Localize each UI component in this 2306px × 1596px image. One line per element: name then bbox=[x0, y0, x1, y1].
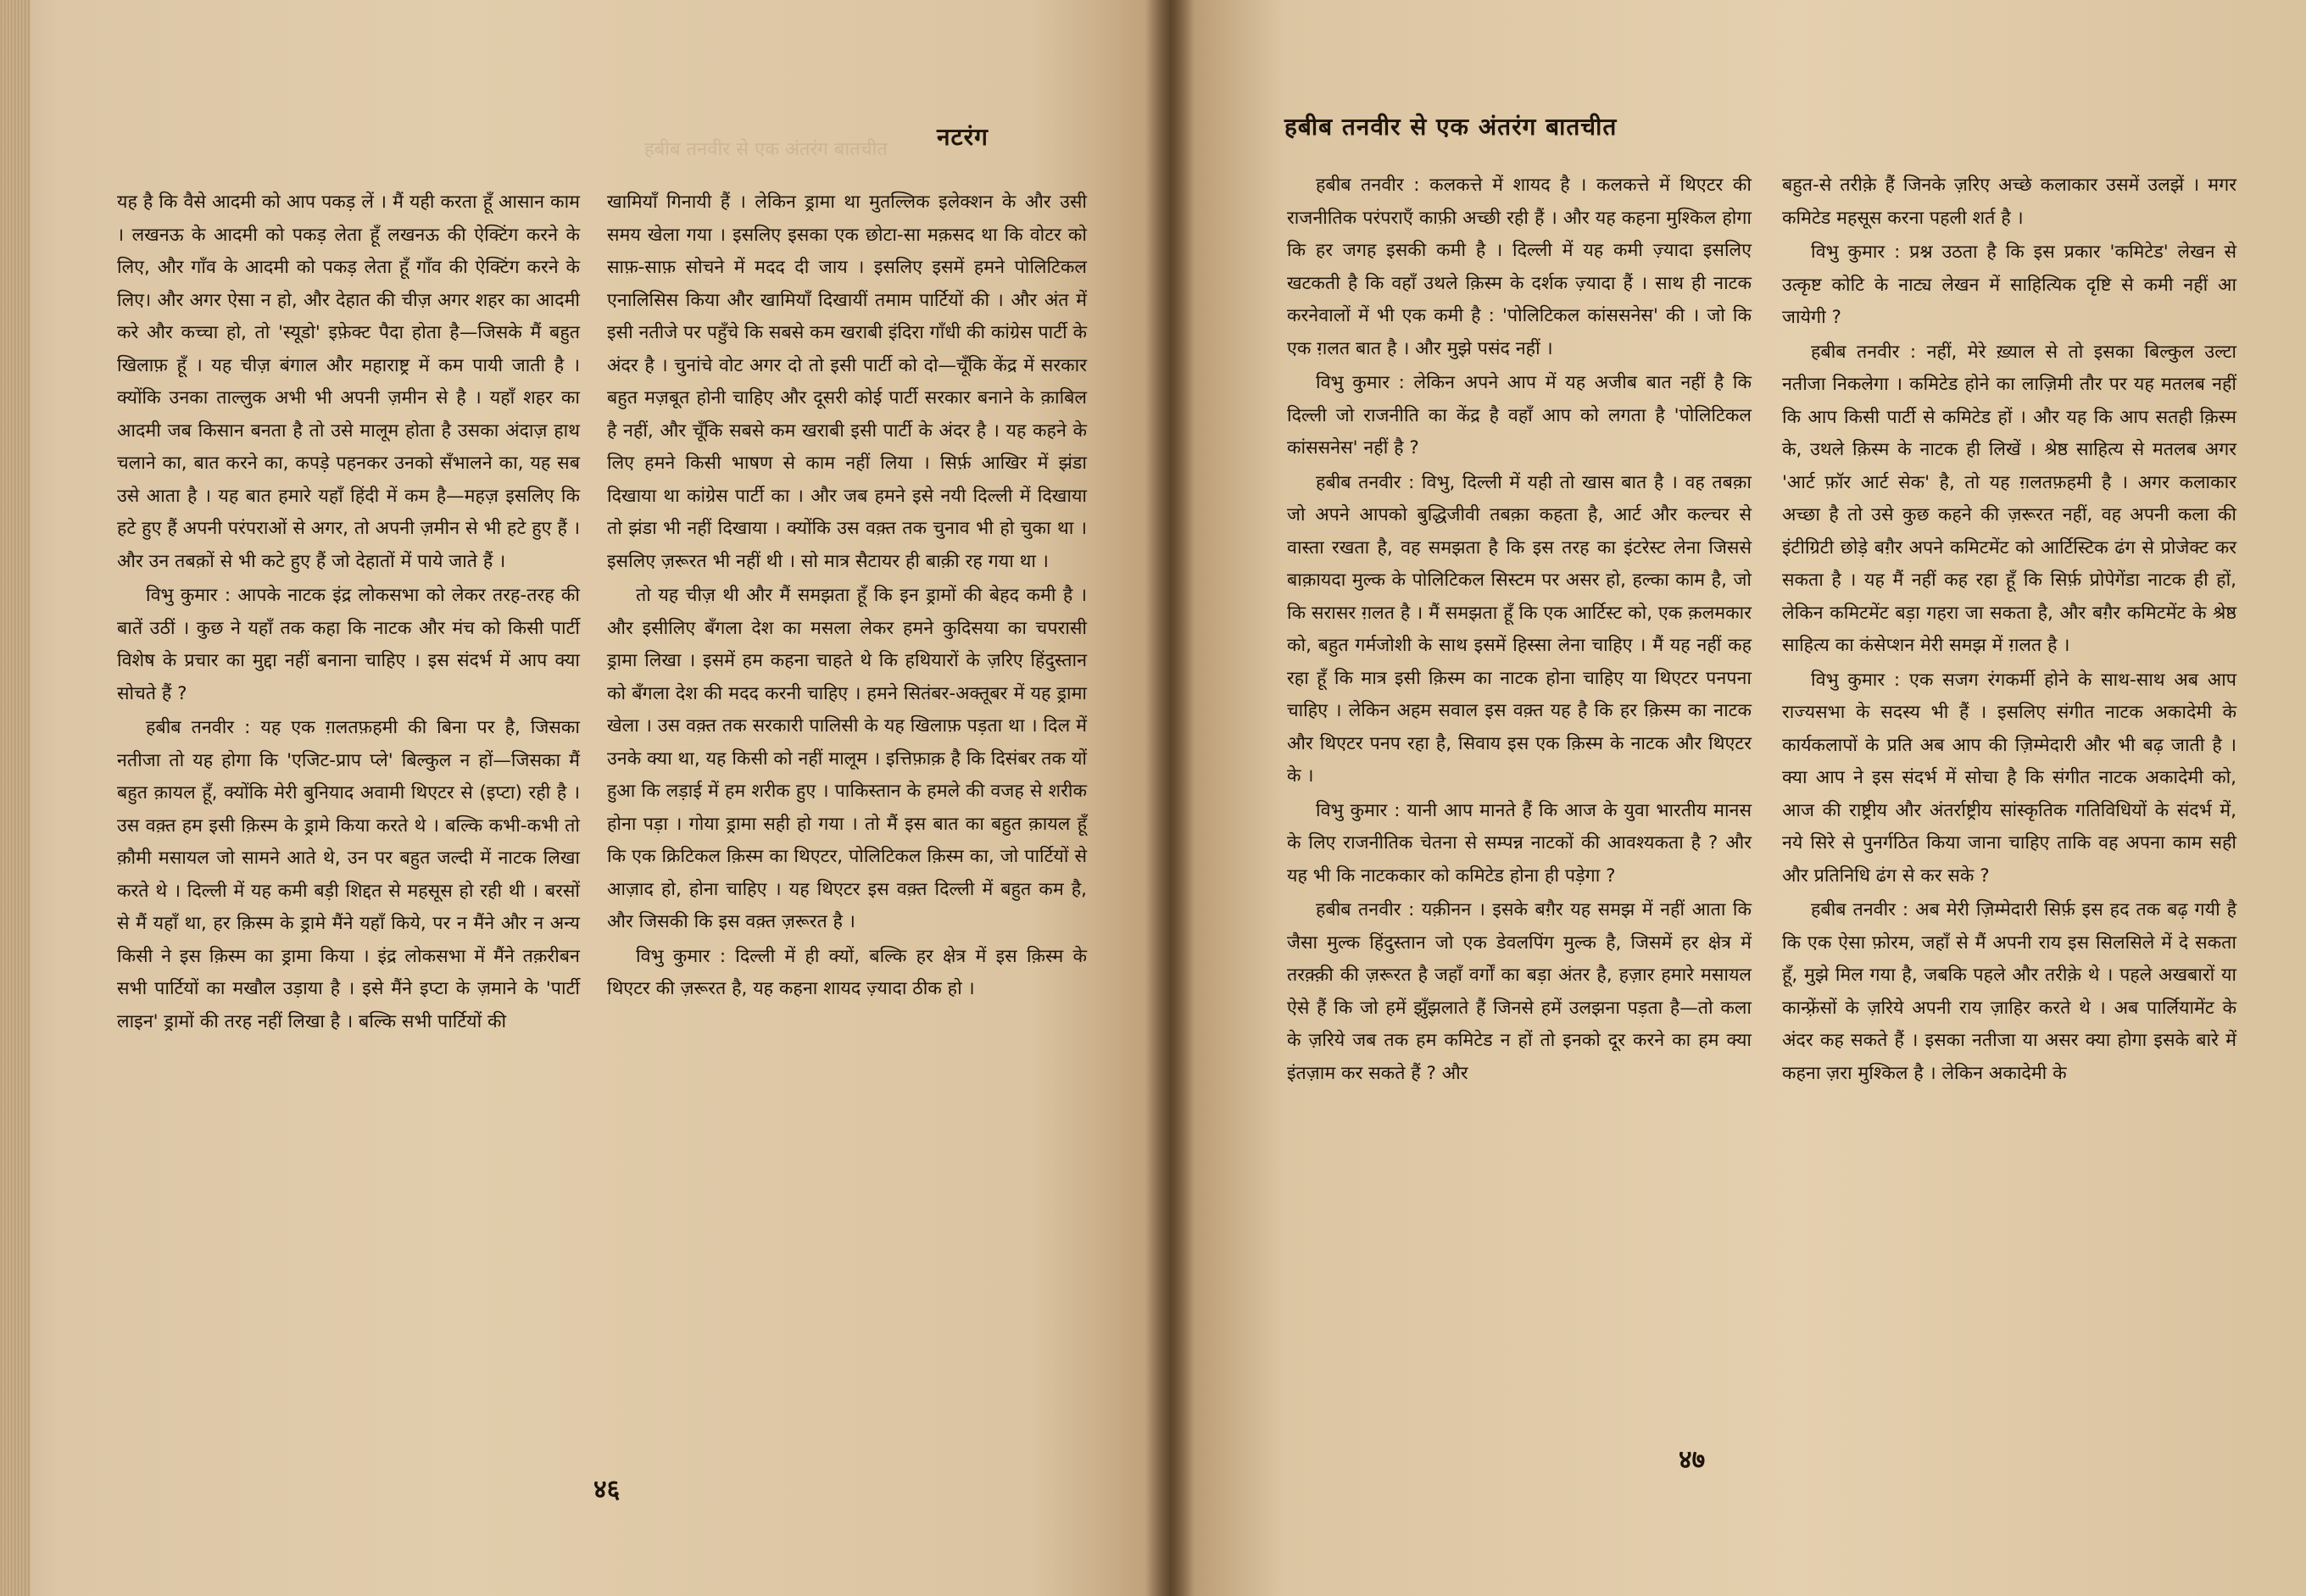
paragraph: हबीब तनवीर : यह एक ग़लतफ़हमी की बिना पर है, जिसका नतीजा तो यह होगा कि 'एजिट-प्राप प्ले' बिल्कुल न हों—जिसका मैं बहुत क़ायल हूँ, क्योंकि मेरी बुनियाद अवामी थिएटर से (इप्टा) रही है । उस वक़्त हम इसी क़िस्म के ड्रामे किया करते थे । बल्कि कभी-कभी तो क़ौमी मसायल जो सामने आते थे, उन पर बहुत जल्दी में नाटक लिखा करते थे । दिल्ली में यह कमी बड़ी शिद्दत से महसूस हो रही थी । बरसों से मैं यहाँ था, हर क़िस्म के ड्रामे मैंने यहाँ किये, पर न मैंने और न अन्य किसी ने इस क़िस्म का ड्रामा किया । इंद्र लोकसभा में मैंने तक़रीबन सभी पार्टियों का मखौल उड़ाया है । इसे मैंने इप्टा के ज़माने के 'पार्टी लाइन' ड्रामों की तरह नहीं लिखा है । बल्कि सभी पार्टियों की bbox=[117, 717, 580, 1032]
text-column-2 bbox=[607, 186, 1087, 1008]
paragraph: यह है कि वैसे आदमी को आप पकड़ लें । मैं यही करता हूँ आसान काम । लखनऊ के आदमी को पकड़ लेता हूँ लखनऊ की ऐक्टिंग करने के लिए, और गाँव के आदमी को पकड़ लेता हूँ गाँव की ऐक्टिंग करने के लिए। और अगर ऐसा न हो, और देहात की चीज़ अगर शहर का आदमी करे और कच्चा हो, तो 'स्यूडो' इफ़ेक्ट पैदा होता है—जिसके मैं बहुत खिलाफ़ हूँ । यह चीज़ बंगाल और महाराष्ट्र में कम पायी जाती है । क्योंकि उनका ताल्लुक अभी भी अपनी ज़मीन से है । यहाँ शहर का आदमी जब किसान बनता है तो उसे मालूम होता है उसका अंदाज़ हाथ चलाने का, बात करने का, कपड़े पहनकर उनको सँभालने का, यह सब उसे आता है । यह बात हमारे यहाँ हिंदी में कम है—महज़ इसलिए कि हटे हुए हैं अपनी परंपराओं से अगर, तो अपनी ज़मीन से भी हटे हुए हैं । और उन तबक़ों से भी कटे हुए हैं जो देहातों में पाये जाते हैं । bbox=[117, 192, 580, 572]
paragraph: विभु कुमार : एक सजग रंगकर्मी होने के साथ-साथ अब आप राज्यसभा के सदस्य भी हैं । इसलिए संगीत नाटक अकादेमी के कार्यकलापों के प्रति अब आप की ज़िम्मेदारी और भी बढ़ जाती है । क्या आप ने इस संदर्भ में सोचा है कि संगीत नाटक अकादेमी को, आज की राष्ट्रीय और अंतर्राष्ट्रीय सांस्कृतिक गतिविधियों के संदर्भ में, नये सिरे से पुनर्गठित किया जाना चाहिए ताकि वह अपना काम सही और प्रतिनिधि ढंग से कर सके ? bbox=[1782, 669, 2236, 887]
text-column-1 bbox=[117, 186, 580, 1040]
paragraph: बहुत-से तरीक़े हैं जिनके ज़रिए अच्छे कलाकार उसमें उलझें । मगर कमिटेड महसूस करना पहली शर्त है । bbox=[1782, 175, 2236, 229]
right-page bbox=[1170, 0, 2306, 1596]
page-number: ४७ bbox=[1679, 1445, 1706, 1475]
paragraph: हबीब तनवीर : कलकत्ते में शायद है । कलकत्ते में थिएटर की राजनीतिक परंपराएँ काफ़ी अच्छी रही हैं । और यह कहना मुश्किल होगा कि हर जगह इसकी कमी है । दिल्ली में यह कमी ज़्यादा इसलिए खटकती है कि वहाँ उथले क़िस्म के दर्शक ज़्यादा हैं । साथ ही नाटक करनेवालों में भी एक कमी है : 'पोलिटिकल कांससनेस' की । जो कि एक ग़लत बात है । और मुझे पसंद नहीं । bbox=[1287, 175, 1752, 359]
show-through-text: हबीब तनवीर से एक अंतरंग बातचीत bbox=[644, 139, 888, 160]
paragraph: हबीब तनवीर : विभु, दिल्ली में यही तो खास बात है । वह तबक़ा जो अपने आपको बुद्धिजीवी तबक़ा कहता है, आर्ट और कल्चर से वास्ता रखता है, वह समझता है कि इस तरह का इंटरेस्ट लेना जिससे बाक़ायदा मुल्क के पोलिटिकल सिस्टम पर असर हो, हल्का काम है, जो कि सरासर ग़लत है । मैं समझता हूँ कि एक आर्टिस्ट को, एक क़लमकार को, बहुत गर्मजोशी के साथ इसमें हिस्सा लेना चाहिए । मैं यह नहीं कह रहा हूँ कि मात्र इसी क़िस्म का नाटक होना चाहिए या थिएटर पनपना चाहिए । लेकिन अहम सवाल इस वक़्त यह है कि हर क़िस्म का नाटक और थिएटर पनप रहा है, सिवाय इस एक क़िस्म के नाटक और थिएटर के । bbox=[1287, 471, 1752, 787]
paragraph: हबीब तनवीर : नहीं, मेरे ख़्याल से तो इसका बिल्कुल उल्टा नतीजा निकलेगा । कमिटेड होने का लाज़िमी तौर पर यह मतलब नहीं कि आप किसी पार्टी से कमिटेड हों । और यह कि आप सतही क़िस्म के, उथले क़िस्म के नाटक ही लिखें । श्रेष्ठ साहित्य से मतलब अगर 'आर्ट फ़ॉर आर्ट सेक' है, तो यह ग़लतफ़हमी है । अगर कलाकार अच्छा है तो उसे कुछ कहने की ज़रूरत नहीं, वह अपनी कला की इंटीग्रिटी छोड़े बग़ैर अपने कमिटमेंट को आर्टिस्टिक ढंग से प्रोजेक्ट कर सकता है । यह मैं नहीं कह रहा हूँ कि सिर्फ़ प्रोपेगेंडा नाटक ही हों, लेकिन कमिटमेंट बड़ा गहरा जा सकता है, और बग़ैर कमिटमेंट के श्रेष्ठ साहित्य का कंसेप्शन मेरी समझ में ग़लत है । bbox=[1782, 341, 2236, 656]
page-edges bbox=[0, 0, 31, 1596]
paragraph: विभु कुमार : प्रश्न उठता है कि इस प्रकार 'कमिटेड' लेखन से उत्कृष्ट कोटि के नाट्य लेखन में साहित्यिक दृष्टि से कमी नहीं आ जायेगी ? bbox=[1782, 242, 2236, 328]
text-column-1 bbox=[1287, 170, 1752, 1092]
paragraph: खामियाँ गिनायी हैं । लेकिन ड्रामा था मुतल्लिक इलेक्शन के और उसी समय खेला गया । इसलिए इसका एक छोटा-सा मक़सद था कि वोटर को साफ़-साफ़ सोचने में मदद दी जाय । इसलिए इसमें हमने पोलिटिकल एनालिसिस किया और खामियाँ दिखायीं तमाम पार्टियों की । और अंत में इसी नतीजे पर पहुँचे कि सबसे कम खराबी इंदिरा गाँधी की कांग्रेस पार्टी के अंदर है । चुनांचे वोट अगर दो तो इसी पार्टी को दो—चूँकि केंद्र में सरकार बहुत मज़बूत होनी चाहिए और दूसरी कोई पार्टी सरकार बनाने के क़ाबिल है नहीं, और चूँकि सबसे कम खराबी इसी पार्टी के अंदर है । यह कहने के लिए हमने किसी भाषण से काम नहीं लिया । सिर्फ़ आखिर में झंडा दिखाया था कांग्रेस पार्टी का । और जब हमने इसे नयी दिल्ली में दिखाया तो झंडा भी नहीं दिखाया । क्योंकि उस वक़्त तक चुनाव भी हो चुका था । इसलिए ज़रूरत भी नहीं थी । सो मात्र सैटायर ही बाक़ी रह गया था । bbox=[607, 192, 1087, 572]
page-number: ४६ bbox=[593, 1475, 621, 1504]
paragraph: हबीब तनवीर : अब मेरी ज़िम्मेदारी सिर्फ़ इस हद तक बढ़ गयी है कि एक ऐसा फ़ोरम, जहाँ से मैं अपनी राय इस सिलसिले में दे सकता हूँ, मुझे मिल गया है, जबकि पहले और तरीक़े थे । पहले अखबारों या कान्फ़्रेंसों के ज़रिये अपनी राय ज़ाहिर करते थे । अब पार्लियामेंट के अंदर कह सकते हैं । इसका नतीजा या असर क्या होगा इसके बारे में कहना ज़रा मुश्किल है । लेकिन अकादेमी के bbox=[1782, 899, 2236, 1084]
paragraph: तो यह चीज़ थी और मैं समझता हूँ कि इन ड्रामों की बेहद कमी है । और इसीलिए बँगला देश का मसला लेकर हमने कुदिसया का चपरासी ड्रामा लिखा । इसमें हम कहना चाहते थे कि हथियारों के ज़रिए हिंदुस्तान को बँगला देश की मदद करनी चाहिए । हमने सितंबर-अक्तूबर में यह ड्रामा खेला । उस वक़्त तक सरकारी पालिसी के यह खिलाफ़ पड़ता था । दिल में उनके क्या था, यह किसी को नहीं मालूम । इत्तिफ़ाक़ है कि दिसंबर तक यों हुआ कि लड़ाई में हम शरीक हुए । पाकिस्तान के हमले की वजह से शरीक होना पड़ा । गोया ड्रामा सही हो गया । तो मैं इस बात का बहुत क़ायल हूँ कि एक क्रिटिकल क़िस्म का थिएटर, पोलिटिकल क़िस्म का, जो पार्टियों से आज़ाद हो, होना चाहिए । यह थिएटर इस वक़्त दिल्ली में बहुत कम है, और जिसकी कि इस वक़्त ज़रूरत है । bbox=[607, 585, 1087, 932]
paragraph: विभु कुमार : लेकिन अपने आप में यह अजीब बात नहीं है कि दिल्ली जो राजनीति का केंद्र है वहाँ आप को लगता है 'पोलिटिकल कांससनेस' नहीं है ? bbox=[1287, 372, 1752, 459]
running-head: नटरंग bbox=[937, 123, 989, 151]
running-head: हबीब तनवीर से एक अंतरंग बातचीत bbox=[1284, 113, 1618, 141]
paragraph: विभु कुमार : दिल्ली में ही क्यों, बल्कि हर क्षेत्र में इस क़िस्म के थिएटर की ज़रूरत है, यह कहना शायद ज़्यादा ठीक हो । bbox=[607, 945, 1087, 999]
book-gutter bbox=[1145, 0, 1195, 1596]
paragraph: विभु कुमार : आपके नाटक इंद्र लोकसभा को लेकर तरह-तरह की बातें उठीं । कुछ ने यहाँ तक कहा कि नाटक और मंच को किसी पार्टी विशेष के प्रचार का मुद्दा नहीं बनाना चाहिए । इस संदर्भ में आप क्या सोचते हैं ? bbox=[117, 585, 580, 704]
paragraph: विभु कुमार : यानी आप मानते हैं कि आज के युवा भारतीय मानस के लिए राजनीतिक चेतना से सम्पन्न नाटकों की आवश्यकता है ? और यह भी कि नाटककार को कमिटेड होना ही पड़ेगा ? bbox=[1287, 799, 1752, 887]
paragraph: हबीब तनवीर : यक़ीनन । इसके बग़ैर यह समझ में नहीं आता कि जैसा मुल्क हिंदुस्तान जो एक डेवलपिंग मुल्क है, जिसमें हर क्षेत्र में तरक़्क़ी की ज़रूरत है जहाँ वर्गों का बड़ा अंतर है, हज़ार हमारे मसायल ऐसे हैं कि जो हमें झुँझलाते हैं जिनसे हमें उलझना पड़ता है—तो कला के ज़रिये जब तक हम कमिटेड न हों तो इनको दूर करने का हम क्या इंतज़ाम कर सकते हैं ? और bbox=[1287, 899, 1752, 1084]
text-column-2 bbox=[1782, 170, 2236, 1092]
